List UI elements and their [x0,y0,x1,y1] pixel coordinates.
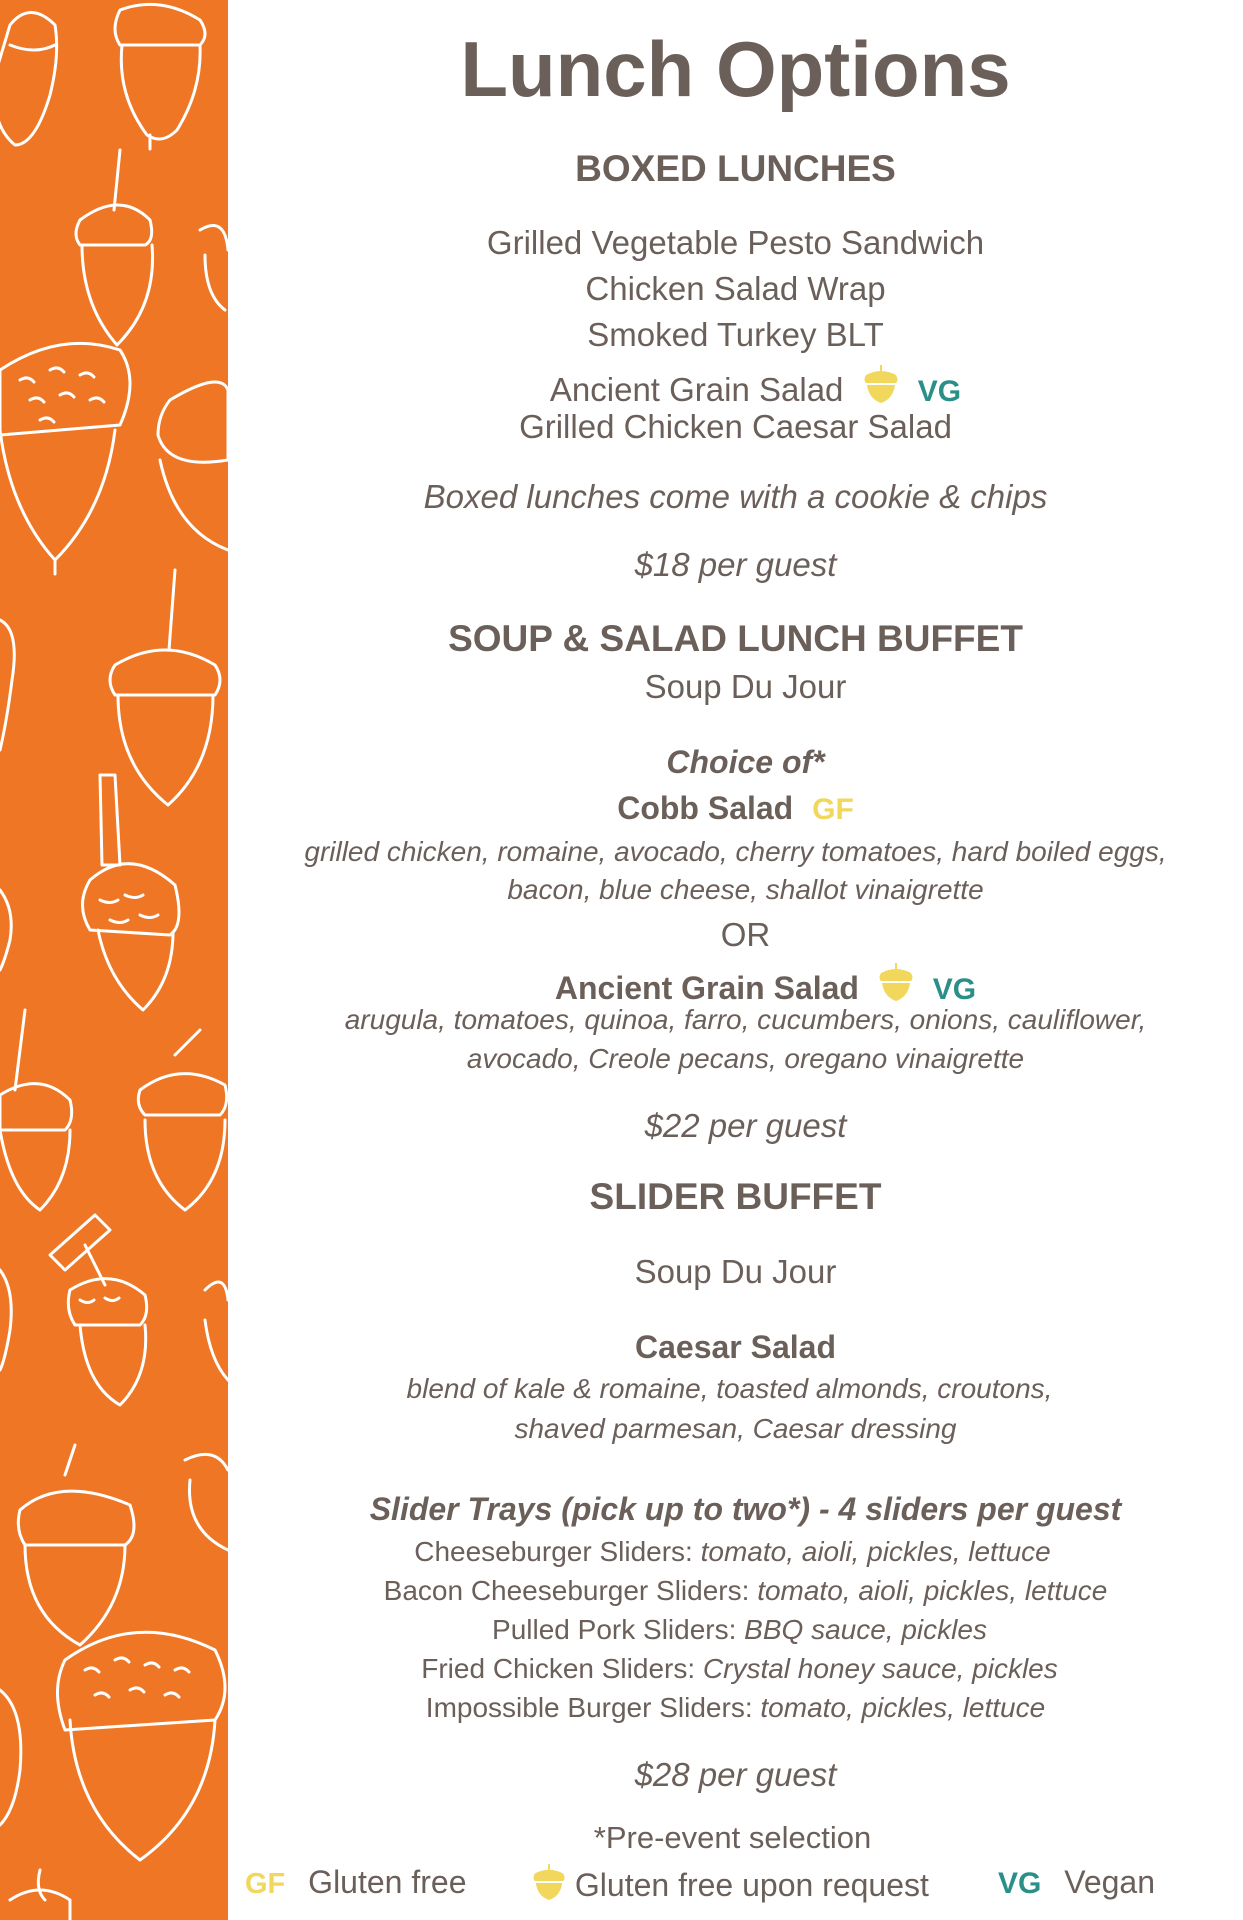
caesar-salad-desc: shaved parmesan, Caesar dressing [514,1413,957,1444]
choice-of-label: Choice of* [666,744,825,780]
slider-soup-du-jour: Soup Du Jour [634,1253,837,1290]
ancient-grain-salad-name: Ancient Grain Salad [554,970,859,1006]
boxed-item-ancient-grain [248,363,1243,407]
boxed-note: Boxed lunches come with a cookie & chips [423,478,1048,515]
acorn-icon [532,1862,566,1902]
lunch-menu [228,0,1243,1920]
gluten-free-tag: GF [812,793,854,826]
legend-label: Vegan [1064,1864,1156,1900]
slider-tray-item [228,1694,1243,1722]
slider-tray-name: Fried Chicken Sliders: [421,1653,696,1684]
acorn-pattern-icon [0,0,228,1920]
acorn-icon [878,961,914,1003]
slider-price: $28 per guest [634,1756,837,1793]
slider-tray-desc: Crystal honey sauce, pickles [702,1653,1058,1684]
boxed-item: Grilled Chicken Caesar Salad [519,408,952,445]
page-title: Lunch Options [460,25,1011,113]
boxed-item-label: Ancient Grain Salad [549,371,844,408]
boxed-item: Chicken Salad Wrap [585,270,886,307]
cobb-salad-desc: bacon, blue cheese, shallot vinaigrette [507,874,984,905]
soup-salad-price: $22 per guest [644,1107,847,1144]
boxed-lunches-heading: BOXED LUNCHES [575,148,896,189]
decorative-acorn-strip [0,0,228,1920]
ancient-grain-salad-desc: avocado, Creole pecans, oregano vinaigrette [466,1043,1025,1074]
slider-tray-item [225,1538,1240,1566]
pre-event-footnote: *Pre-event selection [593,1820,872,1855]
cobb-salad-desc: grilled chicken, romaine, avocado, cherry tomatoes, hard boiled eggs, [304,836,1167,867]
legend-gluten-free-upon-request [532,1862,929,1902]
acorn-icon [863,363,899,405]
boxed-item: Smoked Turkey BLT [587,316,884,353]
slider-tray-item [238,1577,1243,1605]
slider-tray-name: Cheeseburger Sliders: [414,1536,693,1567]
slider-trays-heading: Slider Trays (pick up to two*) - 4 sliders per guest [369,1491,1122,1527]
slider-tray-desc: tomato, aioli, pickles, lettuce [700,1536,1051,1567]
slider-tray-desc: tomato, pickles, lettuce [760,1692,1046,1723]
ancient-grain-salad-desc: arugula, tomatoes, quinoa, farro, cucumbers, onions, cauliflower, [344,1004,1147,1035]
gluten-free-tag: GF [245,1868,286,1900]
legend-label: Gluten free upon request [574,1867,929,1903]
slider-tray-desc: tomato, aioli, pickles, lettuce [757,1575,1108,1606]
slider-tray-name: Pulled Pork Sliders: [492,1614,737,1645]
caesar-salad-desc: blend of kale & romaine, toasted almonds, croutons, [406,1373,1053,1404]
vegan-tag: VG [917,375,962,408]
slider-tray-item [232,1616,1243,1644]
vegan-tag: VG [932,973,977,1006]
or-divider: OR [720,916,771,953]
vegan-tag: VG [998,1867,1042,1900]
ancient-grain-salad-title [258,961,1243,1005]
slider-tray-item [232,1655,1243,1683]
slider-buffet-heading: SLIDER BUFFET [589,1176,882,1217]
slider-tray-desc: BBQ sauce, pickles [744,1614,987,1645]
cobb-salad-name: Cobb Salad [617,790,794,826]
cobb-salad-title [228,792,1243,825]
boxed-item: Grilled Vegetable Pesto Sandwich [486,224,985,261]
slider-tray-name: Impossible Burger Sliders: [425,1692,753,1723]
legend-vegan [998,1866,1155,1899]
soup-salad-heading: SOUP & SALAD LUNCH BUFFET [448,618,1023,659]
slider-tray-name: Bacon Cheeseburger Sliders: [383,1575,750,1606]
legend-gluten-free [245,1866,466,1899]
caesar-salad-title: Caesar Salad [634,1329,836,1365]
soup-du-jour: Soup Du Jour [644,668,847,705]
legend-label: Gluten free [308,1864,467,1900]
boxed-price: $18 per guest [634,546,837,583]
